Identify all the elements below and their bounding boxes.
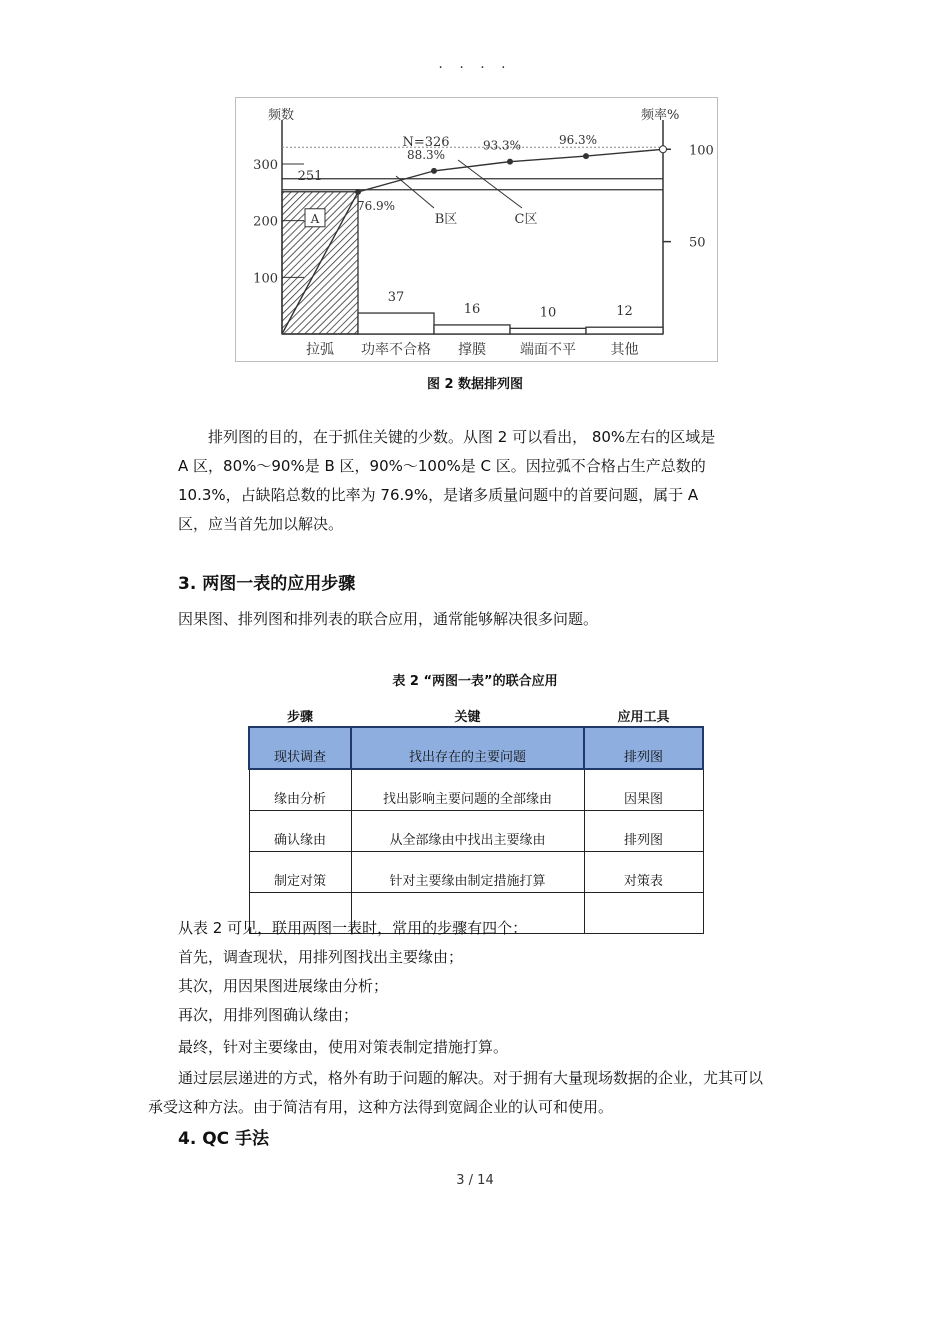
step-line: 最终，针对主要缘由，使用对策表制定措施打算。 [178, 1038, 509, 1056]
paragraph-line: 承受这种方法。由于简洁有用，这种方法得到宽阔企业的认可和使用。 [148, 1098, 614, 1116]
left-tick-label: 300 [253, 158, 278, 173]
cumulative-point [508, 159, 513, 164]
section-3-intro: 因果图、排列图和排列表的联合应用，通常能够解决很多问题。 [178, 610, 599, 628]
category-label: 端面不平 [520, 342, 576, 358]
table-cell: 因果图 [584, 769, 703, 811]
steps-table [248, 704, 704, 934]
zone-b-pointer [396, 176, 434, 208]
step-line: 首先，调查现状，用排列图找出主要缘由； [178, 948, 464, 966]
cumulative-point [660, 146, 667, 153]
cumulative-label: 96.3% [558, 133, 598, 148]
category-label: 功率不合格 [361, 342, 431, 358]
left-axis-title: 频数 [268, 108, 295, 123]
table-cell: 现状调查 [249, 727, 351, 769]
zone-b-label: B区 [434, 212, 458, 227]
bar-2 [358, 313, 434, 334]
bar-5 [586, 327, 663, 334]
table-cell [584, 893, 703, 934]
total-label: N=326 [402, 135, 450, 150]
category-label: 拉弧 [306, 342, 334, 358]
figure-caption: 图 2 数据排列图 [426, 377, 524, 392]
paragraph-line: 区，应当首先加以解决。 [178, 515, 344, 533]
table-cell: 找出存在的主要问题 [351, 727, 584, 769]
paragraph-line: 排列图的目的，在于抓住关键的少数。从图 2 可以看出， 80%左右的区域是 [208, 428, 716, 446]
table-header-cell: 步骤 [286, 709, 313, 725]
table-cell: 缘由分析 [249, 769, 351, 811]
header-dots: . . . . [438, 56, 512, 72]
table-cell: 制定对策 [249, 852, 351, 893]
bar-value-label: 10 [539, 305, 557, 321]
table-cell: 排列图 [584, 811, 703, 852]
cumulative-point [432, 168, 437, 173]
right-axis-title: 频率% [641, 108, 680, 123]
paragraph-line: A 区，80%～90%是 B 区，90%～100%是 C 区。因拉弧不合格占生产总数的 [178, 457, 706, 475]
pareto-chart [235, 97, 718, 362]
bar-value-label: 16 [463, 301, 481, 317]
step-line: 其次，用因果图进展缘由分析； [178, 977, 389, 995]
bar-4 [510, 328, 586, 334]
bar-value-label: 12 [616, 304, 633, 320]
bar-value-label: 251 [297, 168, 323, 184]
table-row [249, 769, 703, 811]
right-tick-label: 100 [689, 143, 714, 159]
table-row [249, 811, 703, 852]
section-3-title: 3. 两图一表的应用步骤 [178, 574, 356, 594]
table-row [249, 852, 703, 893]
table-cell: 对策表 [584, 852, 703, 893]
table-cell: 确认缘由 [249, 811, 351, 852]
page-number: 3 / 14 [456, 1173, 494, 1188]
bar-value-label: 37 [387, 290, 405, 306]
table-row [249, 727, 703, 769]
table-header-row [249, 704, 703, 727]
zone-a-label: A [310, 211, 320, 226]
cumulative-label: 76.9% [356, 198, 396, 213]
category-label: 撑膜 [458, 342, 486, 358]
step-line: 再次，用排列图确认缘由； [178, 1006, 359, 1024]
steps-intro: 从表 2 可见，联用两图一表时，常用的步骤有四个： [178, 919, 528, 937]
left-tick-label: 100 [253, 271, 278, 287]
table-header-cell: 应用工具 [617, 709, 670, 725]
paragraph-line: 通过层层递进的方式，格外有助于问题的解决。对于拥有大量现场数据的企业，尤其可以 [178, 1069, 764, 1087]
table-header-cell: 关键 [454, 709, 481, 725]
paragraph-line: 10.3%，占缺陷总数的比率为 76.9%，是诸多质量问题中的首要问题，属于 A [178, 486, 699, 504]
left-tick-label: 200 [253, 214, 278, 230]
table-cell: 找出影响主要问题的全部缘由 [351, 769, 584, 811]
cumulative-point [584, 154, 589, 159]
table-cell: 从全部缘由中找出主要缘由 [351, 811, 584, 852]
cumulative-label: 93.3% [482, 138, 522, 153]
table-cell: 排列图 [584, 727, 703, 769]
section-4-title: 4. QC 手法 [178, 1129, 270, 1149]
category-label: 其他 [610, 342, 639, 358]
cumulative-point [356, 189, 361, 194]
table-cell: 针对主要缘由制定措施打算 [351, 852, 584, 893]
pareto-chart-svg [236, 98, 717, 361]
zone-c-label: C区 [514, 212, 538, 227]
cumulative-label: 88.3% [406, 147, 446, 162]
table-caption: 表 2 “两图一表”的联合应用 [392, 674, 558, 689]
right-tick-label: 50 [689, 235, 706, 251]
bar-3 [434, 325, 510, 334]
